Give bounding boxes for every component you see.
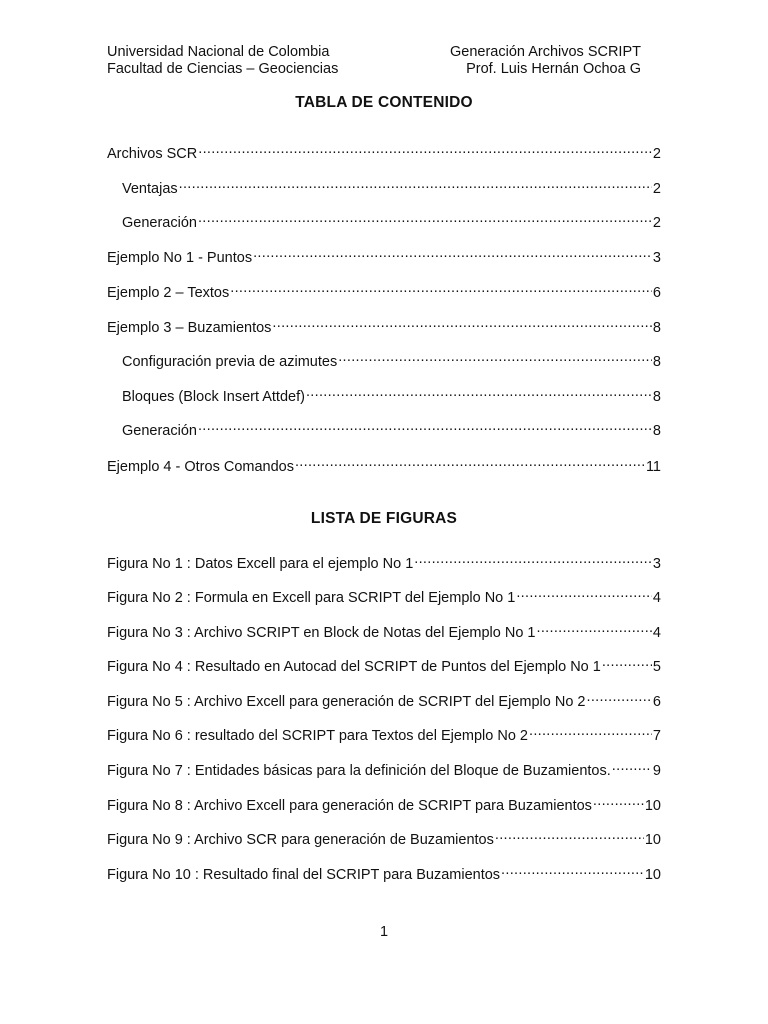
toc-entry-label: Generación <box>122 423 197 439</box>
toc-leader-dots <box>272 314 652 332</box>
header-document-title: Generación Archivos SCRIPT <box>450 44 641 60</box>
toc-entry[interactable] <box>107 453 661 476</box>
toc-entry-page: 3 <box>652 250 661 266</box>
toc-entry-page: 2 <box>652 181 661 197</box>
figure-entry[interactable] <box>107 550 661 573</box>
toc-leader-dots <box>230 279 652 297</box>
figure-entry[interactable] <box>107 861 661 884</box>
toc-entry[interactable] <box>107 383 661 406</box>
figure-leader-dots <box>537 619 652 637</box>
figure-entry-page: 10 <box>644 867 661 883</box>
toc-entry-page: 8 <box>652 354 661 370</box>
toc-entry-page: 2 <box>652 215 661 231</box>
toc-entry[interactable] <box>107 314 661 337</box>
header-row-1 <box>107 44 641 61</box>
toc-leader-dots <box>253 244 652 262</box>
figure-entry[interactable] <box>107 792 661 815</box>
toc-entry[interactable] <box>107 175 661 198</box>
figure-entry-label: Figura No 6 : resultado del SCRIPT para Textos del Ejemplo No 2 <box>107 728 528 744</box>
toc-entry-label: Ventajas <box>122 181 178 197</box>
toc-entry-page: 11 <box>645 459 661 475</box>
header-faculty: Facultad de Ciencias – Geociencias <box>107 61 339 77</box>
header-author: Prof. Luis Hernán Ochoa G <box>466 61 641 77</box>
toc-entry-page: 8 <box>652 423 661 439</box>
figure-entry[interactable] <box>107 688 661 711</box>
header-row-2 <box>107 61 641 78</box>
figure-entry-page: 4 <box>652 625 661 641</box>
figure-entry-page: 10 <box>644 798 661 814</box>
toc-entry-page: 2 <box>652 146 661 162</box>
toc-entry[interactable] <box>107 279 661 302</box>
figure-leader-dots <box>414 550 652 568</box>
figure-entry[interactable] <box>107 826 661 849</box>
figure-entry-page: 5 <box>652 659 661 675</box>
figures-title: LISTA DE FIGURAS <box>310 510 458 527</box>
figure-entry[interactable] <box>107 757 661 780</box>
toc-leader-dots <box>338 348 652 366</box>
toc-entry-label: Ejemplo No 1 - Puntos <box>107 250 253 266</box>
page-number: 1 <box>379 924 389 940</box>
toc-entry-label: Ejemplo 3 – Buzamientos <box>107 320 272 336</box>
toc-entry-label: Archivos SCR <box>107 146 198 162</box>
figure-entry-label: Figura No 1 : Datos Excell para el ejemplo No 1 <box>107 556 414 572</box>
figure-entry-page: 4 <box>652 590 661 606</box>
toc-leader-dots <box>198 209 652 227</box>
figure-leader-dots <box>495 826 644 844</box>
figure-entry-label: Figura No 10 : Resultado final del SCRIPT para Buzamientos <box>107 867 501 883</box>
figure-entry[interactable] <box>107 584 661 607</box>
figure-entry-label: Figura No 8 : Archivo Excell para generación de SCRIPT para Buzamientos <box>107 798 592 814</box>
toc-leader-dots <box>179 175 652 193</box>
figure-entry-label: Figura No 3 : Archivo SCRIPT en Block de Notas del Ejemplo No 1 <box>107 625 536 641</box>
page-header <box>107 44 641 78</box>
figure-entry-label: Figura No 9 : Archivo SCR para generación de Buzamientos <box>107 832 494 848</box>
toc-entry[interactable] <box>107 140 661 163</box>
toc-entry-label: Configuración previa de azimutes <box>122 354 338 370</box>
toc-entry-page: 8 <box>652 320 661 336</box>
header-institution: Universidad Nacional de Colombia <box>107 44 330 60</box>
toc-leader-dots <box>198 417 652 435</box>
toc-entry-page: 6 <box>652 285 661 301</box>
toc-title: TABLA DE CONTENIDO <box>295 94 473 111</box>
toc-entry[interactable] <box>107 348 661 371</box>
figure-leader-dots <box>586 688 651 706</box>
toc-entry-label: Generación <box>122 215 197 231</box>
figure-entry[interactable] <box>107 722 661 745</box>
figure-entry-page: 10 <box>644 832 661 848</box>
figure-entry[interactable] <box>107 653 661 676</box>
toc-leader-dots <box>198 140 652 158</box>
toc-entry-label: Ejemplo 4 - Otros Comandos <box>107 459 294 475</box>
figure-entry-label: Figura No 2 : Formula en Excell para SCRIPT del Ejemplo No 1 <box>107 590 516 606</box>
figure-leader-dots <box>516 584 652 602</box>
toc-entry-page: 8 <box>652 389 661 405</box>
toc-entry-label: Ejemplo 2 – Textos <box>107 285 230 301</box>
figure-leader-dots <box>529 722 652 740</box>
figure-entry-page: 7 <box>652 728 661 744</box>
figure-entry-page: 9 <box>652 763 661 779</box>
toc-entry[interactable] <box>107 209 661 232</box>
toc-entry[interactable] <box>107 244 661 267</box>
figure-entry-page: 3 <box>652 556 661 572</box>
figure-entry-label: Figura No 5 : Archivo Excell para generación de SCRIPT del Ejemplo No 2 <box>107 694 586 710</box>
toc-entry[interactable] <box>107 417 661 440</box>
toc-entry-label: Bloques (Block Insert Attdef) <box>122 389 305 405</box>
figure-entry-label: Figura No 4 : Resultado en Autocad del SCRIPT de Puntos del Ejemplo No 1 <box>107 659 601 675</box>
toc-leader-dots <box>306 383 652 401</box>
toc-leader-dots <box>295 453 645 471</box>
figure-entry[interactable] <box>107 619 661 642</box>
figure-entry-label: Figura No 7 : Entidades básicas para la definición del Bloque de Buzamientos. <box>107 763 611 779</box>
figure-leader-dots <box>612 757 652 775</box>
figure-leader-dots <box>501 861 644 879</box>
figure-entry-page: 6 <box>652 694 661 710</box>
figure-leader-dots <box>593 792 644 810</box>
figure-leader-dots <box>602 653 652 671</box>
